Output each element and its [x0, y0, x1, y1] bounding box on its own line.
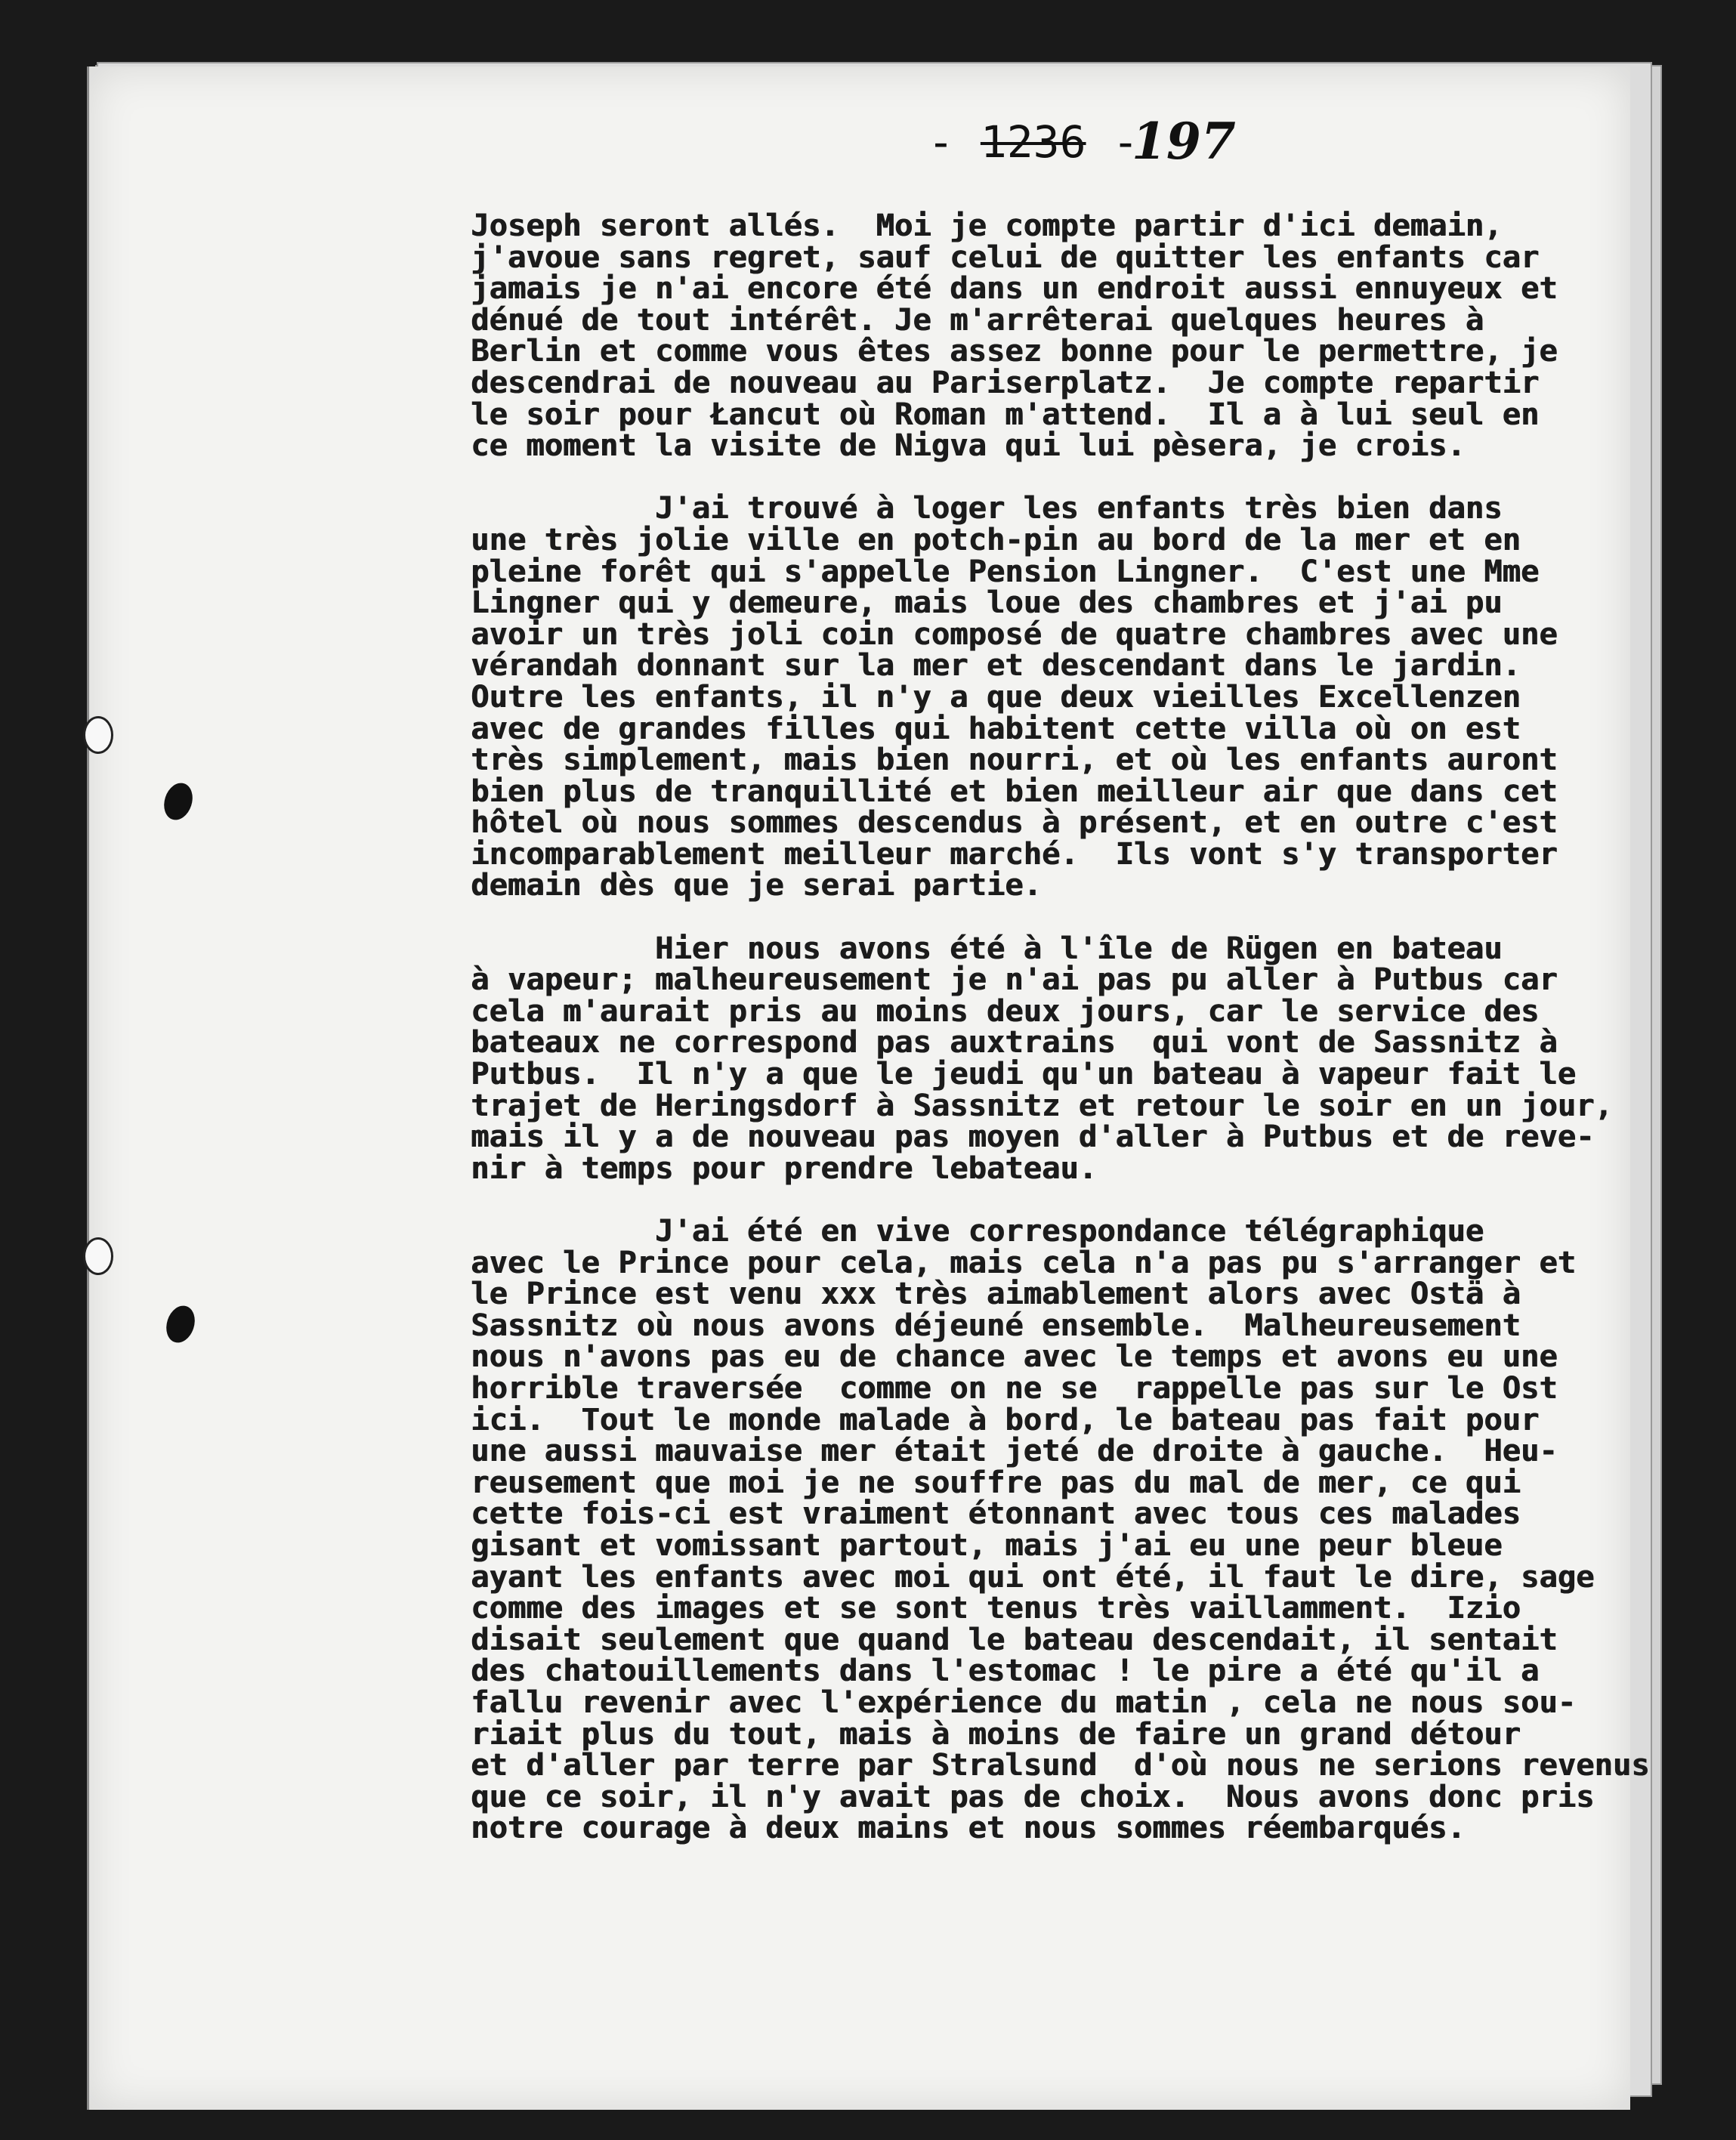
text-line: hôtel où nous sommes descendus à présent, et en outre c'est [471, 804, 1558, 841]
text-line: cela m'aurait pris au moins deux jours, car le service des [471, 992, 1540, 1029]
text-line: demain dès que je serai partie. [471, 866, 1042, 903]
text-line: reusement que moi je ne souffre pas du mal de mer, ce qui [471, 1463, 1521, 1500]
handwritten-page-number: 197 [1132, 112, 1236, 171]
text-line: le Prince est venu xxx très aimablement alors avec Ostä à [471, 1275, 1521, 1312]
text-line: bien plus de tranquillité et bien meilleur air que dans cet [471, 772, 1558, 809]
text-line: ayant les enfants avec moi qui ont été, il faut le dire, sage [471, 1558, 1595, 1595]
text-line: ce moment la visite de Nigva qui lui pèsera, je crois. [471, 427, 1466, 464]
text-line: à vapeur; malheureusement je n'ai pas pu aller à Putbus car [471, 961, 1558, 998]
punch-hole-lower [83, 1237, 113, 1275]
text-line: cette fois-ci est vraiment étonnant avec tous ces malades [471, 1495, 1521, 1532]
binder-mark-upper [159, 780, 197, 824]
text-line: dénué de tout intérêt. Je m'arrêterai quelques heures à [471, 301, 1484, 338]
text-line: vérandah donnant sur la mer et descendant dans le jardin. [471, 647, 1521, 684]
text-line: horrible traversée comme on ne se rappelle pas sur le Ost [471, 1369, 1558, 1406]
text-line: avec de grandes filles qui habitent cette villa où on est [471, 709, 1521, 746]
text-line: avoir un très joli coin composé de quatre chambres avec une [471, 615, 1558, 652]
struck-page-number: 1236 [980, 116, 1086, 168]
text-line: Hier nous avons été à l'île de Rügen en bateau [471, 929, 1503, 966]
text-line: Outre les enfants, il n'y a que deux vieilles Excellenzen [471, 678, 1521, 715]
text-line: mais il y a de nouveau pas moyen d'aller à Putbus et de reve- [471, 1118, 1595, 1155]
text-line: Putbus. Il n'y a que le jeudi qu'un bateau à vapeur fait le [471, 1055, 1576, 1092]
paragraph [471, 207, 1717, 464]
text-line: J'ai été en vive correspondance télégraphique [471, 1212, 1484, 1249]
text-line: fallu revenir avec l'expérience du matin , cela ne nous sou- [471, 1683, 1576, 1720]
binder-mark-lower [162, 1302, 199, 1347]
old-page-number: - 1236 - [928, 116, 1139, 168]
text-line: descendrai de nouveau au Pariserplatz. Je compte repartir [471, 363, 1540, 400]
text-line: très simplement, mais bien nourri, et où les enfants auront [471, 741, 1558, 778]
text-line: Berlin et comme vous êtes assez bonne pour le permettre, je [471, 332, 1558, 369]
text-line: trajet de Heringsdorf à Sassnitz et retour le soir en un jour, [471, 1086, 1613, 1123]
text-line: j'avoue sans regret, sauf celui de quitter les enfants car [471, 238, 1540, 275]
text-line: ici. Tout le monde malade à bord, le bateau pas fait pour [471, 1400, 1540, 1437]
text-line: et d'aller par terre par Stralsund d'où nous ne serions revenus [471, 1746, 1650, 1783]
text-line: pleine forêt qui s'appelle Pension Lingner. C'est une Mme [471, 552, 1540, 589]
paragraph [471, 929, 1717, 1186]
text-line: disait seulement que quand le bateau descendait, il sentait [471, 1620, 1558, 1657]
text-line: nir à temps pour prendre lebateau. [471, 1149, 1098, 1186]
document-page [87, 66, 1650, 2110]
text-line: Lingner qui y demeure, mais loue des chambres et j'ai pu [471, 584, 1503, 621]
text-line: J'ai trouvé à loger les enfants très bien dans [471, 489, 1503, 527]
text-line: Sassnitz où nous avons déjeuné ensemble. Malheureusement [471, 1306, 1521, 1343]
text-line: une aussi mauvaise mer était jeté de droite à gauche. Heu- [471, 1432, 1558, 1469]
text-line: notre courage à deux mains et nous sommes réembarqués. [471, 1809, 1466, 1846]
paragraph [471, 1212, 1717, 1846]
text-line: que ce soir, il n'y avait pas de choix. Nous avons donc pris [471, 1777, 1595, 1814]
text-line: gisant et vomissant partout, mais j'ai eu une peur bleue [471, 1526, 1503, 1563]
text-line: bateaux ne correspond pas auxtrains qui vont de Sassnitz à [471, 1024, 1558, 1061]
text-line: jamais je n'ai encore été dans un endroit aussi ennuyeux et [471, 270, 1558, 307]
text-line: avec le Prince pour cela, mais cela n'a pas pu s'arranger et [471, 1243, 1576, 1280]
paragraph [471, 489, 1717, 903]
text-line: incomparablement meilleur marché. Ils vont s'y transporter [471, 835, 1558, 872]
punch-hole-upper [83, 716, 113, 754]
text-line: une très jolie ville en potch-pin au bord de la mer et en [471, 520, 1521, 557]
text-line: riait plus du tout, mais à moins de faire un grand détour [471, 1715, 1521, 1752]
text-line: le soir pour Łancut où Roman m'attend. Il a à lui seul en [471, 395, 1540, 432]
letter-body [471, 207, 1717, 1846]
text-line: Joseph seront allés. Moi je compte partir d'ici demain, [471, 207, 1503, 243]
text-line: nous n'avons pas eu de chance avec le temps et avons eu une [471, 1338, 1558, 1375]
text-line: des chatouillements dans l'estomac ! le pire a été qu'il a [471, 1652, 1540, 1689]
text-line: comme des images et se sont tenus très vaillamment. Izio [471, 1589, 1521, 1626]
